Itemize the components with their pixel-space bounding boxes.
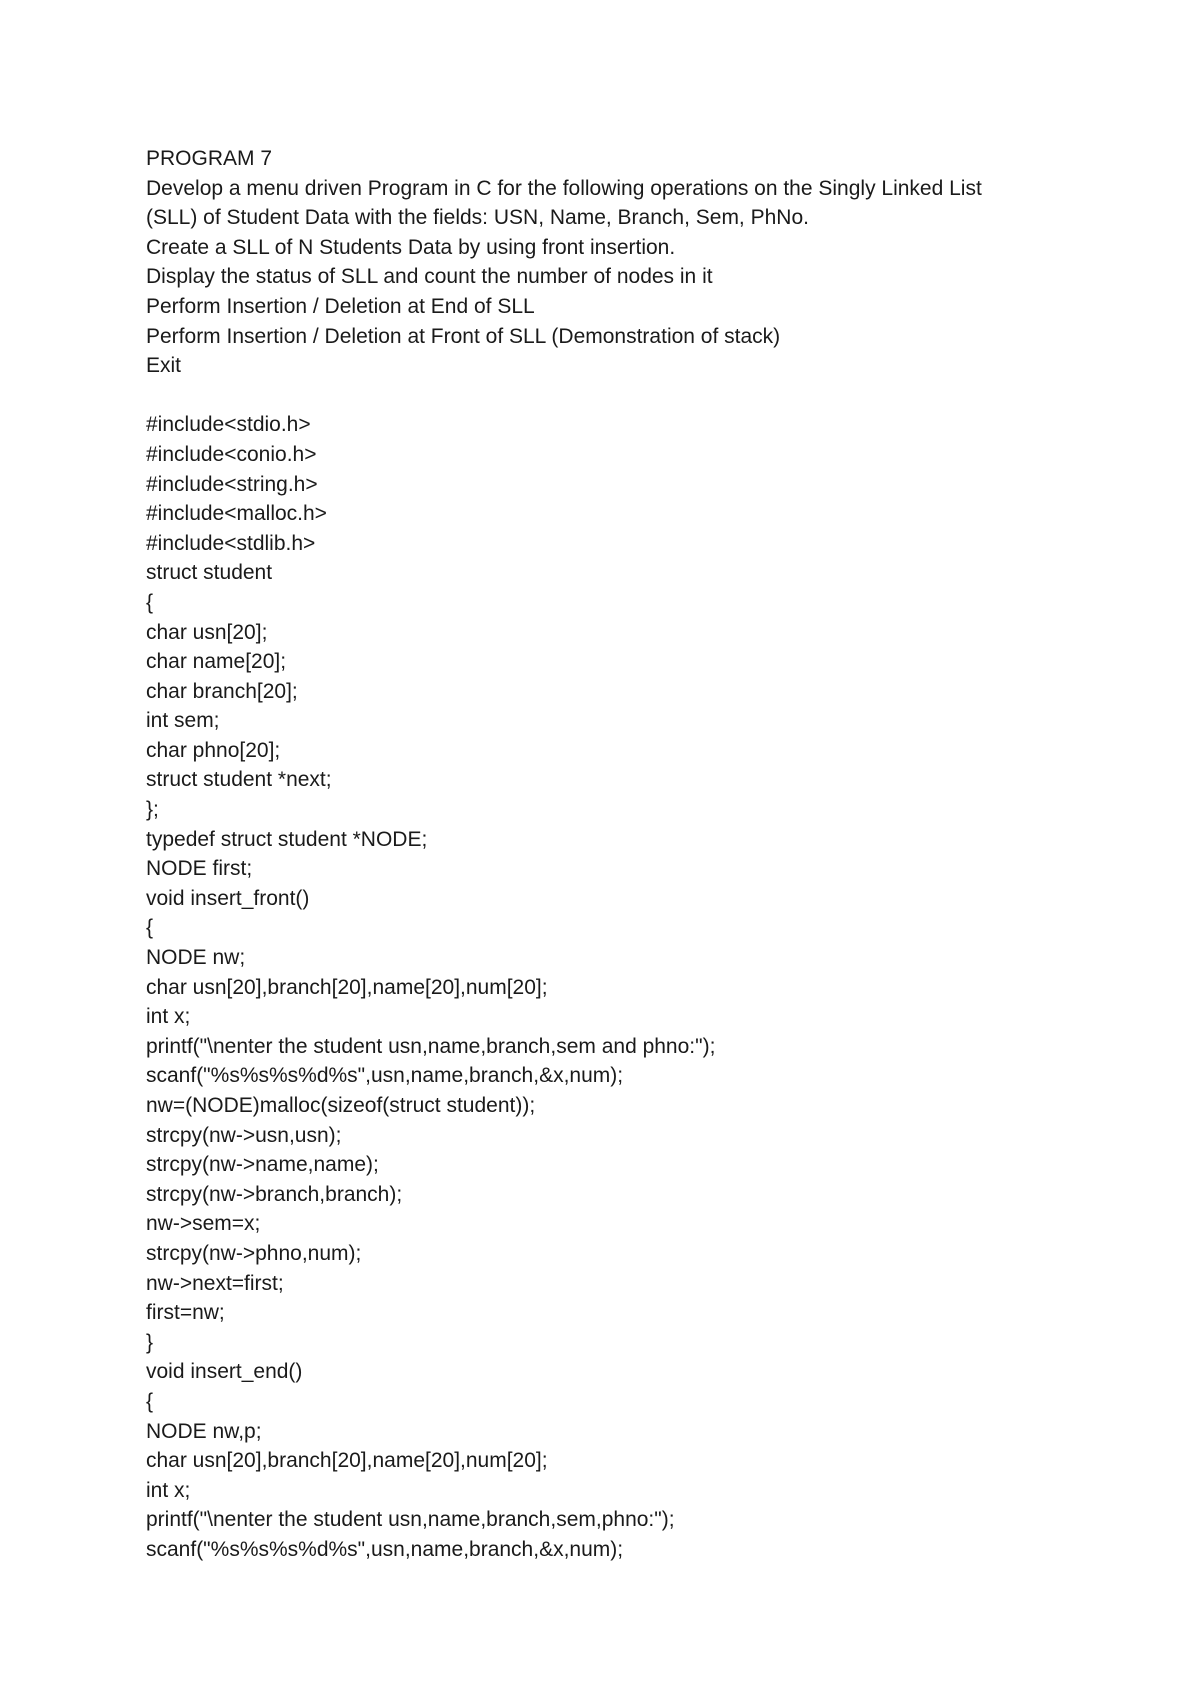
code-line: strcpy(nw->branch,branch); (146, 1182, 403, 1206)
description-line: Perform Insertion / Deletion at End of SLL (146, 294, 535, 318)
code-line: char phno[20]; (146, 738, 281, 762)
code-line: int sem; (146, 709, 220, 733)
program-heading: PROGRAM 7 (146, 147, 273, 170)
code-line: printf("\nenter the student usn,name,branch,sem,phno:"); (146, 1508, 675, 1532)
code-line: #include<malloc.h> (146, 502, 327, 526)
code-line: NODE nw,p; (146, 1419, 262, 1443)
code-line: int x; (146, 1478, 191, 1502)
description-line: Create a SLL of N Students Data by using front insertion. (146, 235, 676, 259)
code-line: struct student *next; (146, 768, 332, 792)
code-line: void insert_front() (146, 886, 310, 910)
code-line: #include<string.h> (146, 472, 318, 496)
code-line: strcpy(nw->phno,num); (146, 1241, 362, 1265)
description-line: Develop a menu driven Program in C for the following operations on the Singly Linked List (146, 176, 982, 200)
code-line: scanf("%s%s%s%d%s",usn,name,branch,&x,num); (146, 1537, 624, 1561)
code-line: strcpy(nw->usn,usn); (146, 1123, 342, 1147)
code-line: NODE first; (146, 857, 253, 881)
code-line: first=nw; (146, 1301, 225, 1325)
code-line: NODE nw; (146, 946, 246, 970)
code-line: strcpy(nw->name,name); (146, 1153, 379, 1177)
blank-line (146, 381, 1146, 411)
code-line: nw=(NODE)malloc(sizeof(struct student)); (146, 1094, 536, 1117)
code-line: scanf("%s%s%s%d%s",usn,name,branch,&x,num); (146, 1064, 624, 1088)
code-line: void insert_end() (146, 1360, 303, 1384)
code-listing (146, 410, 1146, 1564)
code-line: }; (146, 798, 159, 822)
description-line: (SLL) of Student Data with the fields: USN, Name, Branch, Sem, PhNo. (146, 206, 809, 230)
code-line: #include<stdio.h> (146, 413, 311, 437)
code-line: } (146, 1330, 154, 1354)
code-line: char usn[20]; (146, 620, 268, 644)
description-line: Exit (146, 354, 182, 378)
description-line: Perform Insertion / Deletion at Front of SLL (Demonstration of stack) (146, 324, 781, 348)
code-line: char branch[20]; (146, 679, 298, 703)
document-body (146, 144, 1146, 1565)
code-line: struct student (146, 561, 273, 585)
description-line: Display the status of SLL and count the number of nodes in it (146, 265, 713, 289)
code-line: typedef struct student *NODE; (146, 827, 428, 851)
code-line: nw->next=first; (146, 1271, 284, 1295)
code-line: #include<stdlib.h> (146, 531, 316, 555)
code-line: { (146, 1389, 154, 1413)
code-line: { (146, 590, 154, 614)
code-line: #include<conio.h> (146, 442, 317, 466)
code-line: char usn[20],branch[20],name[20],num[20]; (146, 1449, 548, 1473)
code-line: { (146, 916, 154, 940)
code-line: char usn[20],branch[20],name[20],num[20]; (146, 975, 548, 999)
code-line: nw->sem=x; (146, 1212, 261, 1236)
code-line: int x; (146, 1005, 191, 1029)
code-line: printf("\nenter the student usn,name,branch,sem and phno:"); (146, 1034, 716, 1058)
program-description (146, 174, 1146, 381)
code-line: char name[20]; (146, 650, 287, 674)
